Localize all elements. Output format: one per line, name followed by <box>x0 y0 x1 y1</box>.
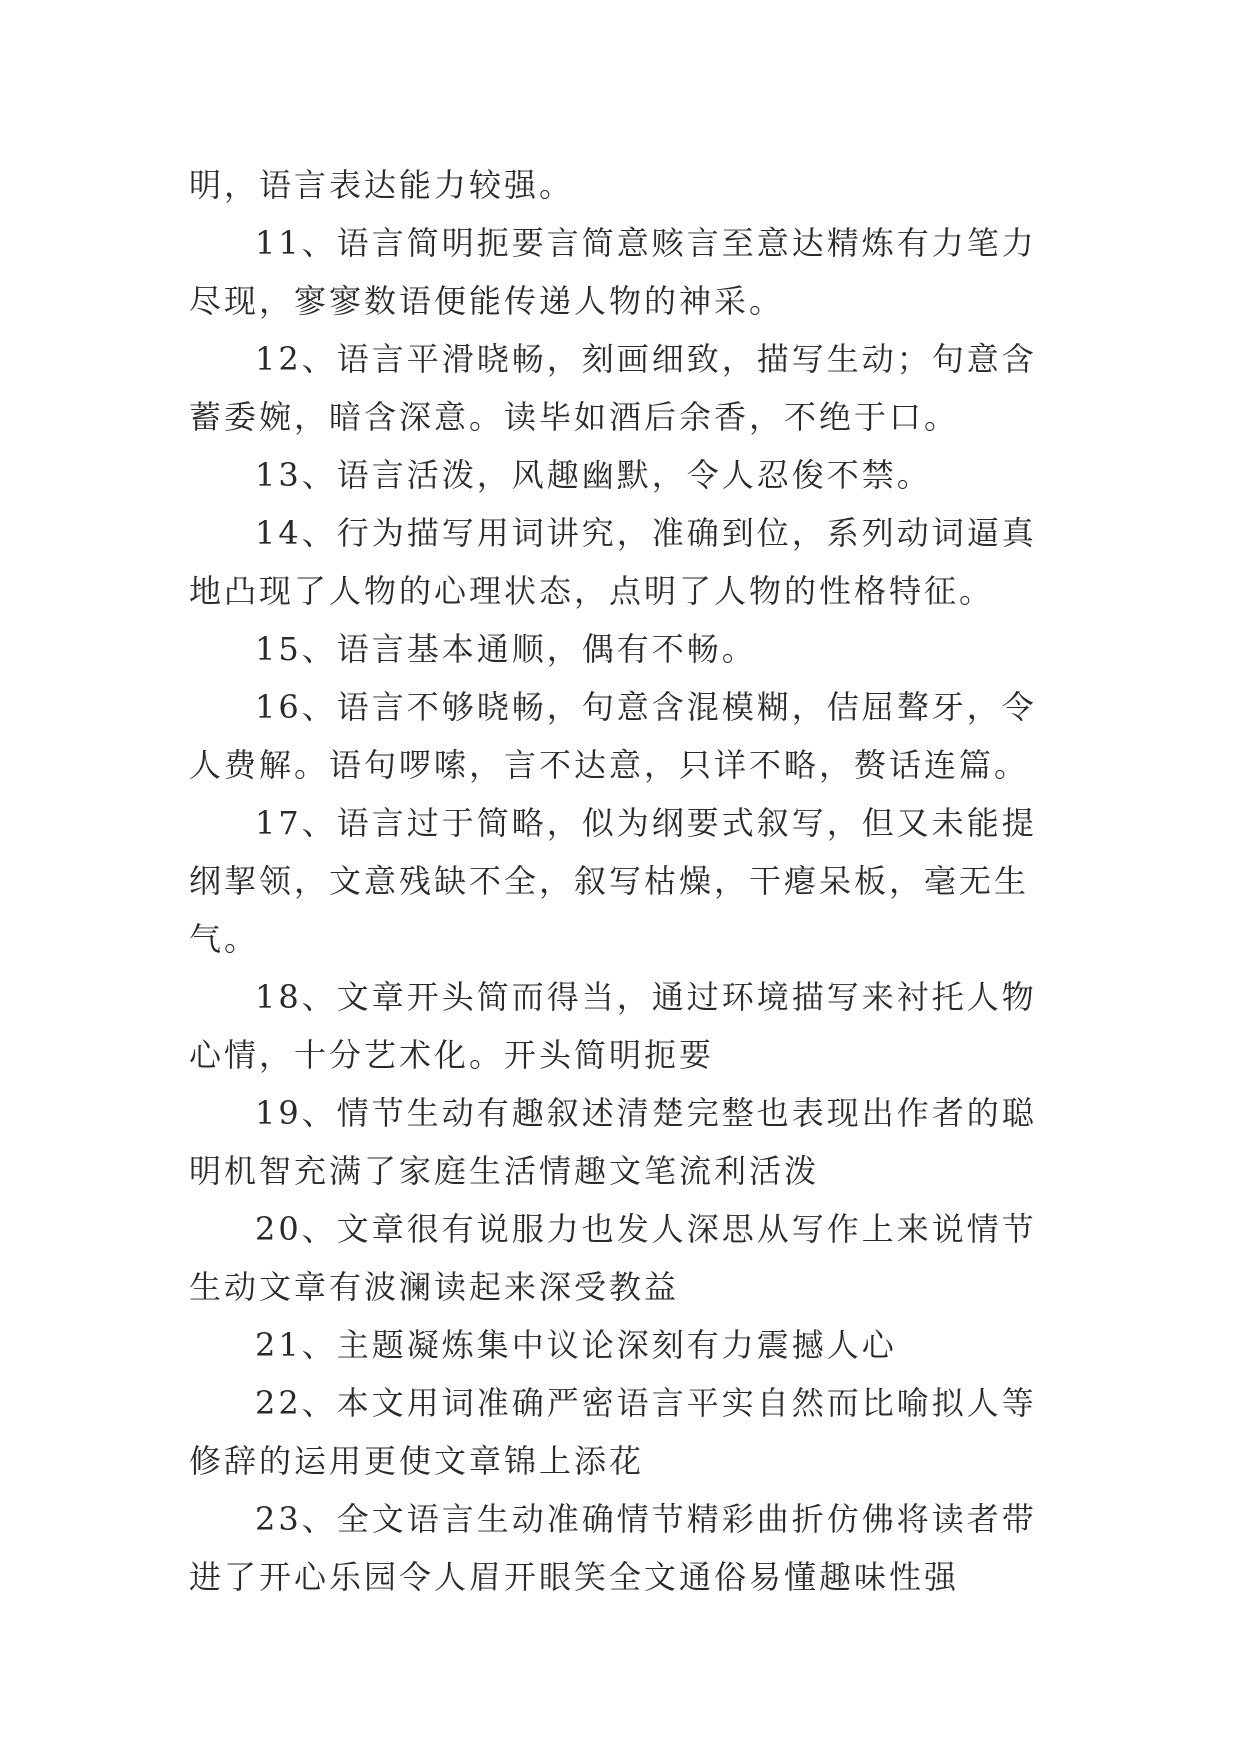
paragraph-item-11: 11、语言简明扼要言简意赅言至意达精炼有力笔力尽现，寥寥数语便能传递人物的神采。 <box>189 224 1037 320</box>
paragraph-item-21: 21、主题凝炼集中议论深刻有力震撼人心 <box>255 1326 897 1364</box>
paragraph-item-22: 22、本文用词准确严密语言平实自然而比喻拟人等修辞的运用更使文章锦上添花 <box>189 1384 1037 1480</box>
paragraph-item-19: 19、情节生动有趣叙述清楚完整也表现出作者的聪明机智充满了家庭生活情趣文笔流利活泼 <box>189 1094 1037 1190</box>
document-body <box>189 156 1069 1606</box>
paragraph-item-20: 20、文章很有说服力也发人深思从写作上来说情节生动文章有波澜读起来深受教益 <box>189 1210 1037 1306</box>
paragraph-item-18: 18、文章开头简而得当，通过环境描写来衬托人物心情，十分艺术化。开头简明扼要 <box>189 978 1037 1074</box>
paragraph-item-17: 17、语言过于简略，似为纲要式叙写，但又未能提纲挈领，文意残缺不全，叙写枯燥，干瘪呆板，毫无生气。 <box>189 804 1037 958</box>
paragraph-item-13: 13、语言活泼，风趣幽默，令人忍俊不禁。 <box>255 456 932 494</box>
paragraph-item-14: 14、行为描写用词讲究，准确到位，系列动词逼真地凸现了人物的心理状态，点明了人物的性格特征。 <box>189 514 1037 610</box>
paragraph-item-23: 23、全文语言生动准确情节精彩曲折仿佛将读者带进了开心乐园令人眉开眼笑全文通俗易懂趣味性强 <box>189 1500 1037 1596</box>
paragraph-item-15: 15、语言基本通顺，偶有不畅。 <box>255 630 757 668</box>
paragraph-item-12: 12、语言平滑晓畅，刻画细致，描写生动；句意含蓄委婉，暗含深意。读毕如酒后余香，不绝于口。 <box>189 340 1037 436</box>
paragraph-continuation: 明，语言表达能力较强。 <box>189 166 575 204</box>
paragraph-item-16: 16、语言不够晓畅，句意含混模糊，佶屈聱牙，令人费解。语句啰嗦，言不达意，只详不略，赘话连篇。 <box>189 688 1037 784</box>
